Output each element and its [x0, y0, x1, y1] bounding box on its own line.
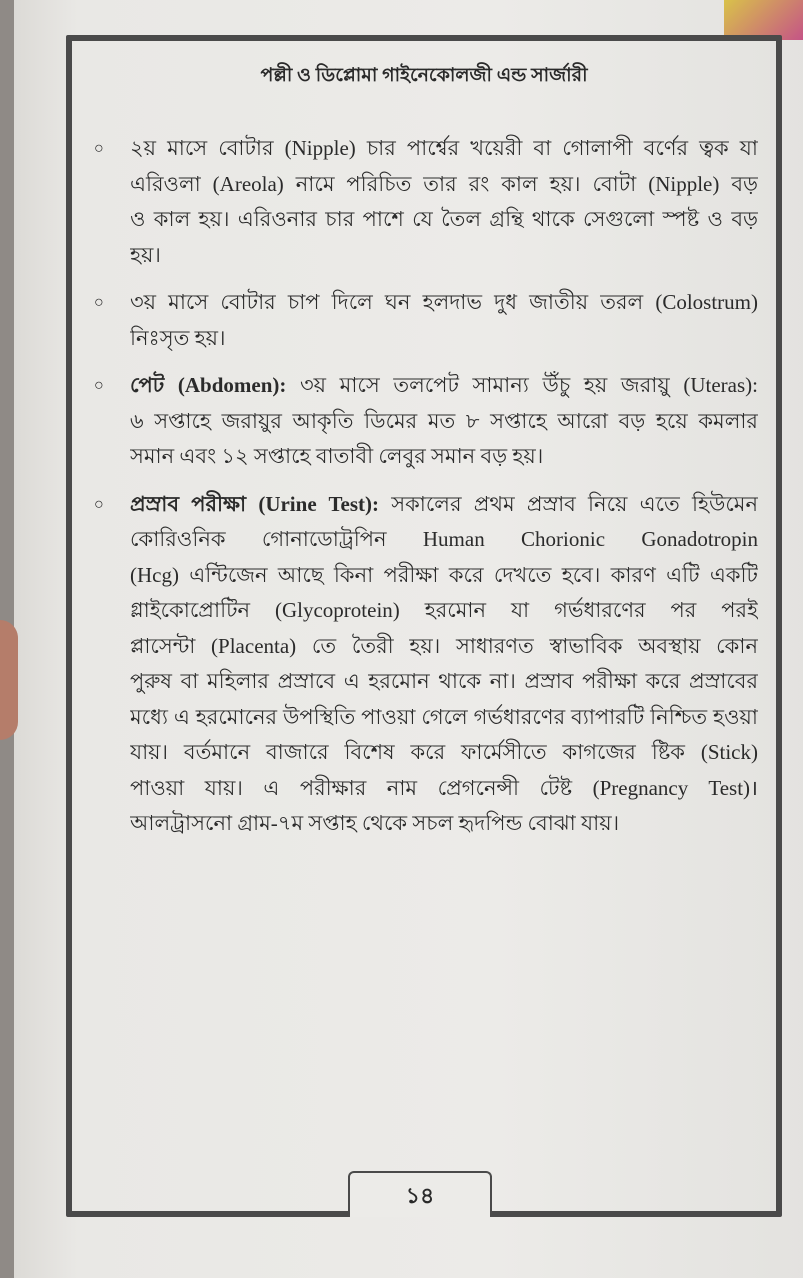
- text-line: [130, 285, 758, 321]
- finger: [0, 620, 18, 740]
- text-line: [130, 593, 758, 629]
- text-line: [130, 368, 758, 404]
- line-text: প্লাসেন্টা (Placenta) তে তৈরী হয়। সাধারণত স্বাভাবিক অবস্থায় কোন: [130, 633, 758, 658]
- line-text: গ্লাইকোপ্রোটিন (Glycoprotein) হরমোন যা গর্ভধারণের পর পরই: [130, 598, 758, 622]
- line-text: পুরুষ বা মহিলার প্রস্রাবে এ হরমোন থাকে না। প্রস্রাব পরীক্ষা করে প্রস্রাবের: [130, 669, 758, 693]
- background-cloth: [724, 0, 803, 40]
- text-line: [130, 700, 758, 736]
- page-frame: [66, 35, 782, 1217]
- line-text: সমান এবং ১২ সপ্তাহে বাতাবী লেবুর সমান বড় হয়।: [130, 444, 544, 468]
- bullet-item: [94, 368, 758, 475]
- item-heading: পেট (Abdomen):: [130, 373, 287, 397]
- line-text: এরিওলা (Areola) নামে পরিচিত তার রং কাল হয়। বোটা (Nipple) বড়: [130, 171, 758, 196]
- line-text: মধ্যে এ হরমোনের উপস্থিতি পাওয়া গেলে গর্ভধারণের ব্যাপারটি নিশ্চিত হওয়া: [130, 704, 758, 729]
- line-text: হয়।: [130, 242, 161, 267]
- text-line: [130, 202, 758, 238]
- line-text: কোরিওনিক গোনাডোট্রপিন Human Chorionic Gonadotropin: [130, 527, 758, 551]
- line-text: সকালের প্রথম প্রস্রাব নিয়ে এতে হিউমেন: [379, 491, 758, 516]
- item-heading: প্রস্রাব পরীক্ষা (Urine Test):: [130, 491, 380, 516]
- line-text: আলট্রাসনো গ্রাম-৭ম সপ্তাহ থেকে সচল হৃদপিন্ড বোঝা যায়।: [130, 811, 620, 835]
- line-text: ও কাল হয়। এরিওনার চার পাশে যে তৈল গ্রন্থি থাকে সেগুলো স্পষ্ট ও বড়: [130, 207, 758, 231]
- text-line: [130, 321, 758, 357]
- page-number: ১৪: [348, 1171, 492, 1217]
- text-line: [130, 771, 758, 807]
- text-line: [130, 735, 758, 771]
- line-text: (Hcg) এন্টিজেন আছে কিনা পরীক্ষা করে দেখতে হবে। কারণ এটি একটি: [130, 562, 758, 587]
- text-line: [130, 629, 758, 665]
- text-line: [130, 664, 758, 700]
- running-header: পল্লী ও ডিপ্লোমা গাইনেকোলজী এন্ড সার্জারী: [260, 65, 588, 86]
- bullet-item: [94, 131, 758, 273]
- text-line: [130, 522, 758, 558]
- line-text: যায়। বর্তমানে বাজারে বিশেষ করে ফার্মেসীতে কাগজের ষ্টিক (Stick): [130, 740, 758, 764]
- page-body: [94, 131, 758, 854]
- line-text: ৬ সপ্তাহে জরায়ুর আকৃতি ডিমের মত ৮ সপ্তাহে আরো বড় হয়ে কমলার: [130, 408, 758, 433]
- bullet-item: [94, 487, 758, 842]
- circle-bullet-icon: ○: [94, 377, 104, 394]
- circle-bullet-icon: ○: [94, 294, 104, 311]
- line-text: ৩য় মাসে বোটার চাপ দিলে ঘন হলদাভ দুধ জাতীয় তরল (Colostrum): [130, 290, 758, 314]
- text-line: [130, 487, 758, 523]
- text-line: [130, 167, 758, 203]
- line-text: ২য় মাসে বোটার (Nipple) চার পার্শ্বের খয়েরী বা গোলাপী বর্ণের ত্বক যা: [130, 136, 758, 160]
- circle-bullet-icon: ○: [94, 140, 104, 157]
- text-line: [130, 806, 758, 842]
- text-line: [130, 439, 758, 475]
- line-text: ৩য় মাসে তলপেট সামান্য উঁচু হয় জরায়ু (Uteras):: [286, 373, 758, 397]
- text-line: [130, 238, 758, 274]
- bullet-item: [94, 285, 758, 356]
- line-text: পাওয়া যায়। এ পরীক্ষার নাম প্রেগনেন্সী টেষ্ট (Pregnancy Test)।: [130, 775, 758, 800]
- line-text: নিঃসৃত হয়।: [130, 325, 226, 350]
- circle-bullet-icon: ○: [94, 495, 104, 513]
- text-line: [130, 404, 758, 440]
- book-page: [14, 0, 803, 1278]
- text-line: [130, 558, 758, 594]
- text-line: [130, 131, 758, 167]
